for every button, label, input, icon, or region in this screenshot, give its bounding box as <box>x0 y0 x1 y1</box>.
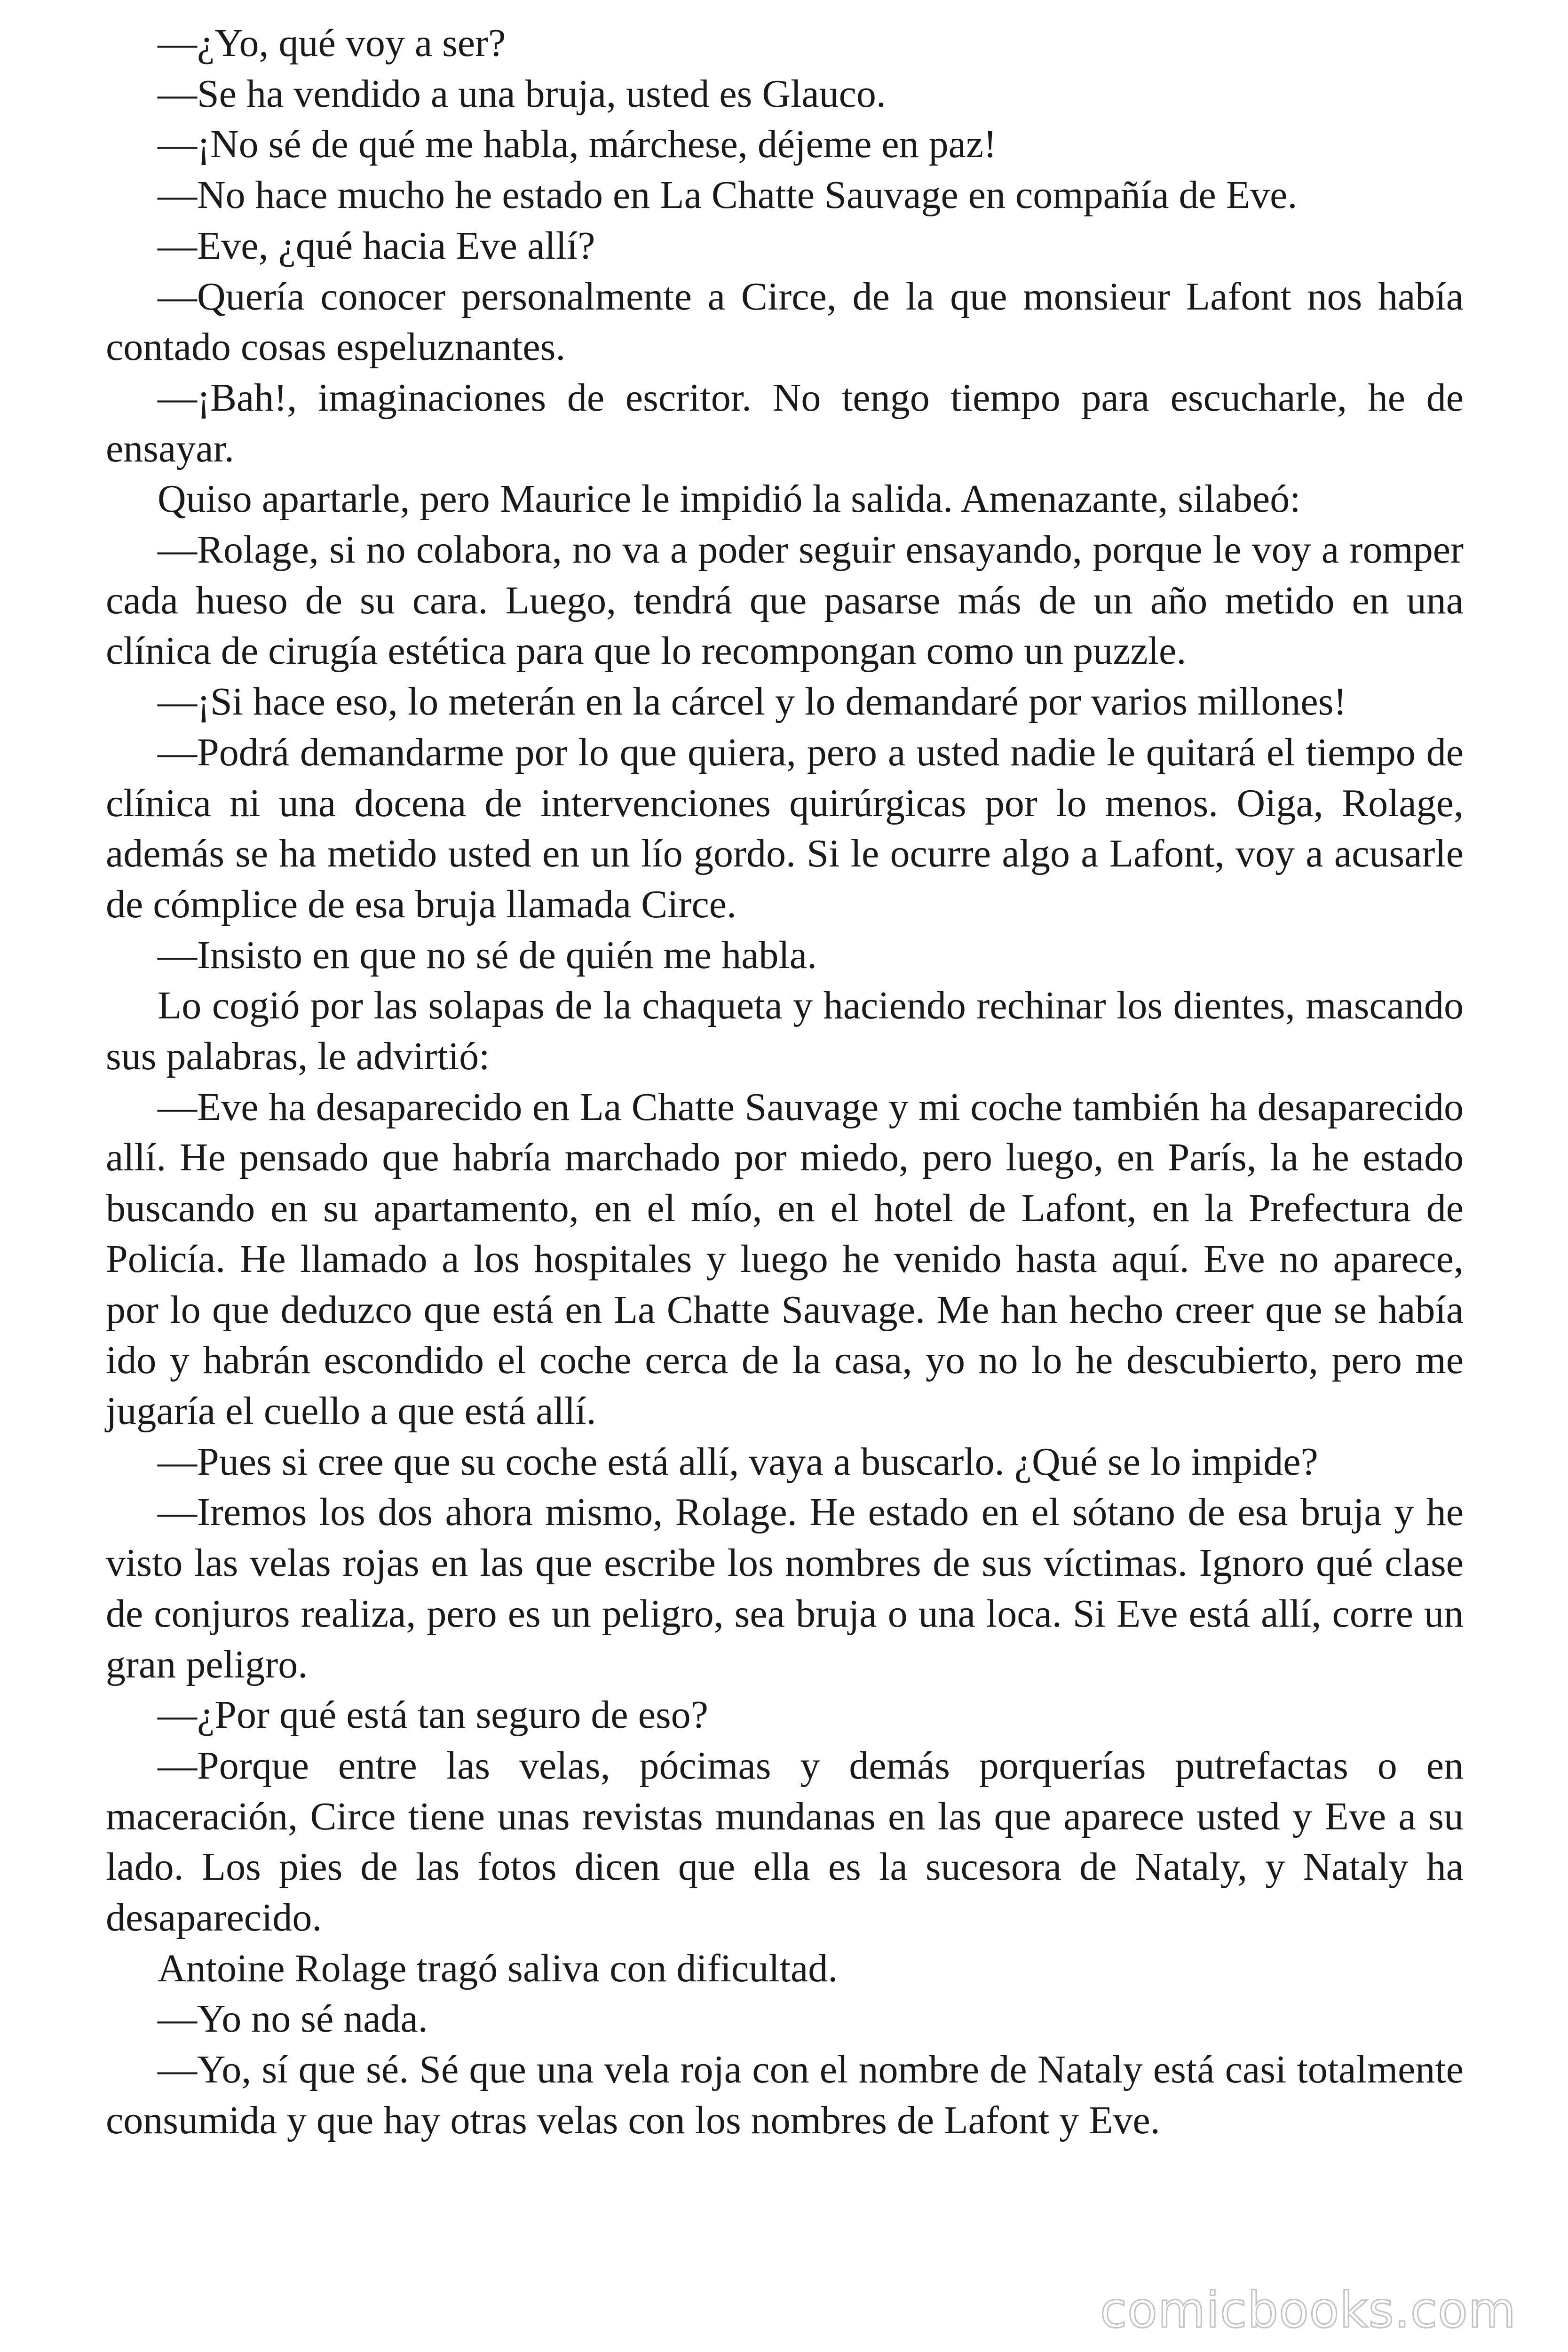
paragraph: —Quería conocer personalmente a Circe, de la que monsieur Lafont nos había contado cosas espeluznantes. <box>106 274 1464 369</box>
paragraph: —¡Si hace eso, lo meterán en la cárcel y lo demandaré por varios millones! <box>158 680 1347 724</box>
paragraph: —Rolage, si no colabora, no va a poder seguir ensayando, porque le voy a romper cada hueso de su cara. Luego, tendrá que pasarse más de un año metido en una clínica de cirugía estética para que lo recompongan como un puzzle. <box>106 528 1464 673</box>
paragraph: —Se ha vendido a una bruja, usted es Glauco. <box>158 72 886 116</box>
paragraph: Lo cogió por las solapas de la chaqueta y haciendo rechinar los dientes, mascando sus palabras, le advirtió: <box>106 984 1464 1079</box>
paragraph: —Iremos los dos ahora mismo, Rolage. He estado en el sótano de esa bruja y he visto las velas rojas en las que escribe los nombres de sus víctimas. Ignoro qué clase de conjuros realiza, pero es un peligro, sea bruja o una loca. Si Eve está allí, corre un gran peligro. <box>106 1490 1464 1686</box>
page-body <box>106 18 1464 2146</box>
paragraph: —¿Yo, qué voy a ser? <box>158 21 506 65</box>
paragraph: —Yo no sé nada. <box>158 1997 428 2041</box>
paragraph: —Yo, sí que sé. Sé que una vela roja con el nombre de Nataly está casi totalmente consumida y que hay otras velas con los nombres de Lafont y Eve. <box>106 2048 1464 2142</box>
paragraph: —¡No sé de qué me habla, márchese, déjeme en paz! <box>158 122 997 167</box>
paragraph: —Eve, ¿qué hacia Eve allí? <box>158 223 595 268</box>
paragraph: —¡Bah!, imaginaciones de escritor. No tengo tiempo para escucharle, he de ensayar. <box>106 375 1464 470</box>
paragraph: Antoine Rolage tragó saliva con dificultad. <box>158 1946 838 1990</box>
paragraph: —Insisto en que no sé de quién me habla. <box>158 933 817 977</box>
paragraph: —Eve ha desaparecido en La Chatte Sauvage y mi coche también ha desaparecido allí. He pensado que habría marchado por miedo, pero luego, en París, la he estado buscando en su apartamento, en el mío, en el hotel de Lafont, en la Prefectura de Policía. He llamado a los hospitales y luego he venido hasta aquí. Eve no aparece, por lo que deduzco que está en La Chatte Sauvage. Me han hecho creer que se había ido y habrán escondido el coche cerca de la casa, yo no lo he descubierto, pero me jugaría el cuello a que está allí. <box>106 1085 1464 1433</box>
paragraph: —Podrá demandarme por lo que quiera, pero a usted nadie le quitará el tiempo de clínica ni una docena de intervenciones quirúrgicas por lo menos. Oiga, Rolage, además se ha metido usted en un lío gordo. Si le ocurre algo a Lafont, voy a acusarle de cómplice de esa bruja llamada Circe. <box>106 730 1464 926</box>
paragraph: —¿Por qué está tan seguro de eso? <box>158 1693 708 1737</box>
paragraph: Quiso apartarle, pero Maurice le impidió la salida. Amenazante, silabeó: <box>158 477 1301 521</box>
paragraph: —Pues si cree que su coche está allí, vaya a buscarlo. ¿Qué se lo impide? <box>158 1439 1318 1484</box>
watermark: comicbooks.com <box>1100 2281 1516 2339</box>
paragraph: —No hace mucho he estado en La Chatte Sauvage en compañía de Eve. <box>158 173 1298 217</box>
paragraph: —Porque entre las velas, pócimas y demás porquerías putrefactas o en maceración, Circe tiene unas revistas mundanas en las que aparece usted y Eve a su lado. Los pies de las fotos dicen que ella es la sucesora de Nataly, y Nataly ha desaparecido. <box>106 1743 1464 1940</box>
